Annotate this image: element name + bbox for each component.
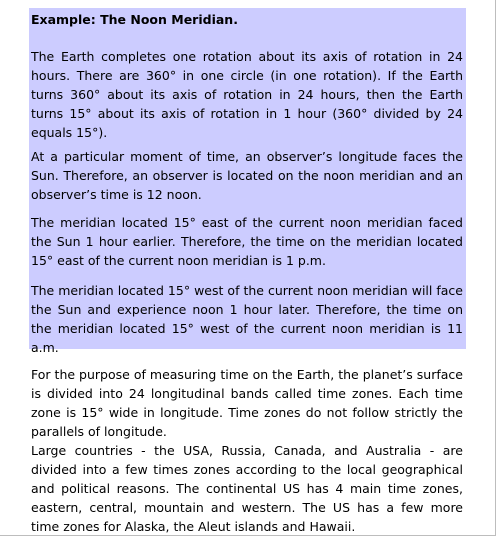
example-paragraph-rotation: The Earth completes one rotation about its axis of rotation in 24 hours. There are 360° in one circle (in one rotation). If the Earth turns 360° about its axis of rotation in 24 hours, then the Earth turns 15° about its axis of rotation in 1 hour (360° divided by 24 equals 15°).: [31, 49, 463, 140]
example-paragraph-east-meridian: The meridian located 15° east of the current noon meridian faced the Sun 1 hour earlier. Therefore, the time on the meridian located 15° east of the current noon meridian is 1 p.m.: [31, 215, 463, 268]
example-paragraph-observer: At a particular moment of time, an observer’s longitude faces the Sun. Therefore, an observer is located on the noon meridian and an observer’s time is 12 noon.: [31, 149, 463, 202]
example-paragraph-west-meridian: The meridian located 15° west of the current noon meridian will face the Sun and experience noon 1 hour later. Therefore, the time on the meridian located 15° west of the current noon meridian is 11 a.m.: [31, 283, 463, 355]
body-paragraph-time-zones: For the purpose of measuring time on the Earth, the planet’s surface is divided into 24 longitudinal bands called time zones. Each time zone is 15° wide in longitude. Time zones do not follow strictly the parallels of longitude.: [31, 367, 463, 439]
body-paragraph-large-countries: Large countries - the USA, Russia, Canada, and Australia - are divided into a few times zones according to the local geographical and political reasons. The continental US has 4 main time zones, eastern, central, mountain and western. The US has a few more time zones for Alaska, the Aleut islands and Hawaii.: [31, 443, 463, 534]
example-title: Example: The Noon Meridian.: [31, 12, 238, 27]
